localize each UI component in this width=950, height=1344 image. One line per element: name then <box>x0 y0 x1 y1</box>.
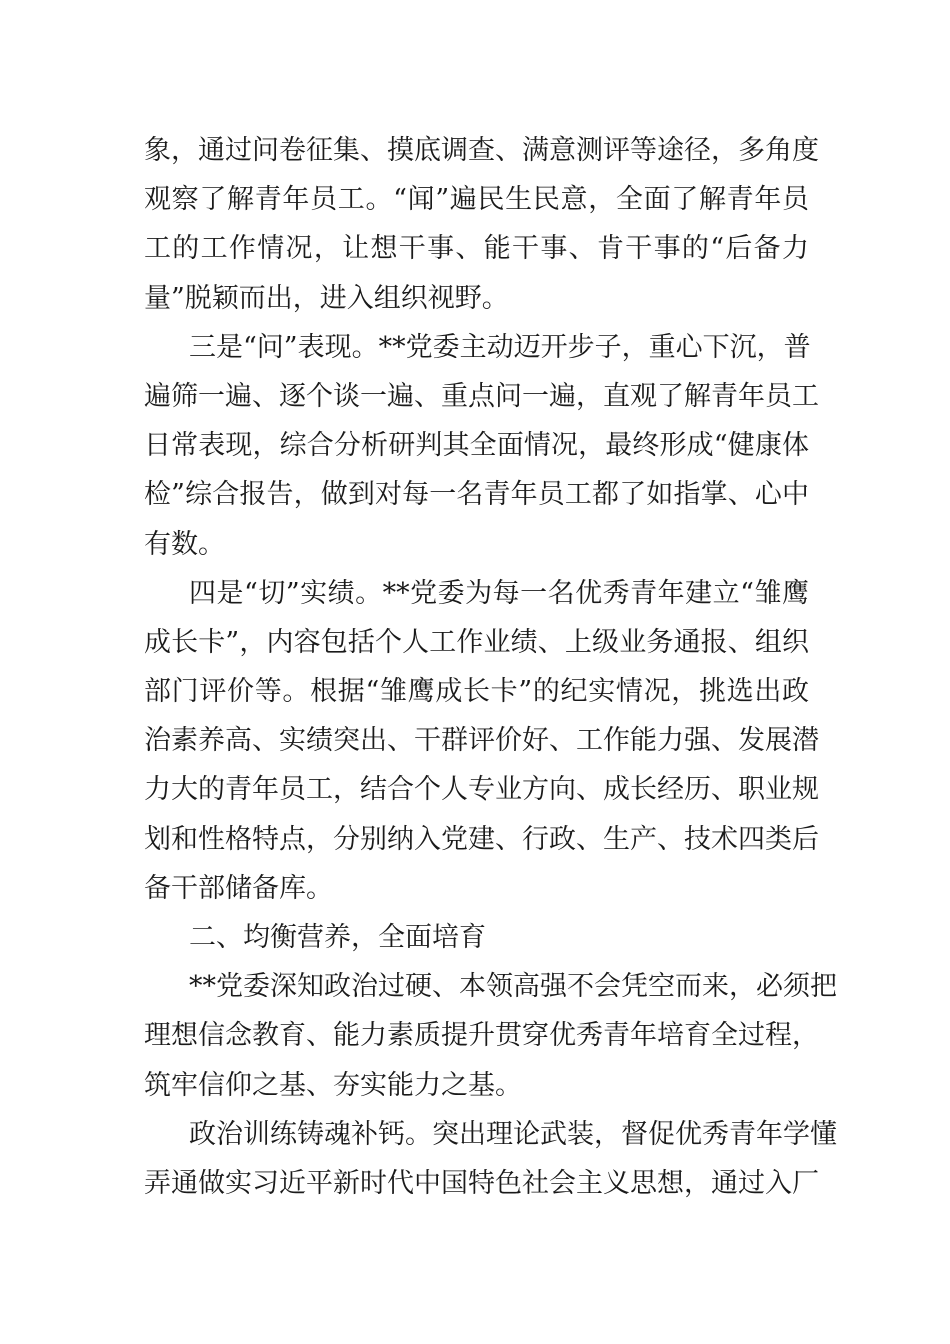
text-line: 力大的青年员工，结合个人专业方向、成长经历、职业规 <box>144 774 819 806</box>
document-body <box>144 126 837 1208</box>
text-line: 量”脱颖而出，进入组织视野。 <box>144 282 509 314</box>
text-line: 检”综合报告，做到对每一名青年员工都了如指掌、心中 <box>144 479 809 511</box>
text-line: 治素养高、实绩突出、干群评价好、工作能力强、发展潜 <box>144 725 819 757</box>
text-line: 观察了解青年员工。“闻”遍民生民意，全面了解青年员 <box>144 184 809 216</box>
text-line: 理想信念教育、能力素质提升贯穿优秀青年培育全过程， <box>144 1020 819 1052</box>
paragraph-start-line: 政治训练铸魂补钙。突出理论武装，督促优秀青年学懂 <box>189 1118 837 1150</box>
text-line: 有数。 <box>144 528 225 560</box>
text-line: 弄通做实习近平新时代中国特色社会主义思想，通过入厂 <box>144 1167 819 1199</box>
section-heading: 二、均衡营养，全面培育 <box>189 922 486 953</box>
text-line: 筑牢信仰之基、夯实能力之基。 <box>144 1069 522 1101</box>
text-line: 划和性格特点，分别纳入党建、行政、生产、技术四类后 <box>144 823 819 855</box>
paragraph-start-line: 三是“问”表现。**党委主动迈开步子，重心下沉，普 <box>189 331 811 363</box>
text-line: 工的工作情况，让想干事、能干事、肯干事的“后备力 <box>144 233 809 265</box>
text-line: 象，通过问卷征集、摸底调查、满意测评等途径，多角度 <box>144 135 819 166</box>
text-line: 遍筛一遍、逐个谈一遍、重点问一遍，直观了解青年员工 <box>144 380 819 412</box>
text-line: 备干部储备库。 <box>144 872 333 904</box>
text-line: 成长卡”，内容包括个人工作业绩、上级业务通报、组织 <box>144 626 809 658</box>
paragraph-start-line: 四是“切”实绩。**党委为每一名优秀青年建立“雏鹰 <box>189 577 809 609</box>
text-line: 日常表现，综合分析研判其全面情况，最终形成“健康体 <box>144 430 809 462</box>
paragraph-start-line: **党委深知政治过硬、本领高强不会凭空而来，必须把 <box>189 971 837 1003</box>
text-line: 部门评价等。根据“雏鹰成长卡”的纪实情况，挑选出政 <box>144 676 809 708</box>
